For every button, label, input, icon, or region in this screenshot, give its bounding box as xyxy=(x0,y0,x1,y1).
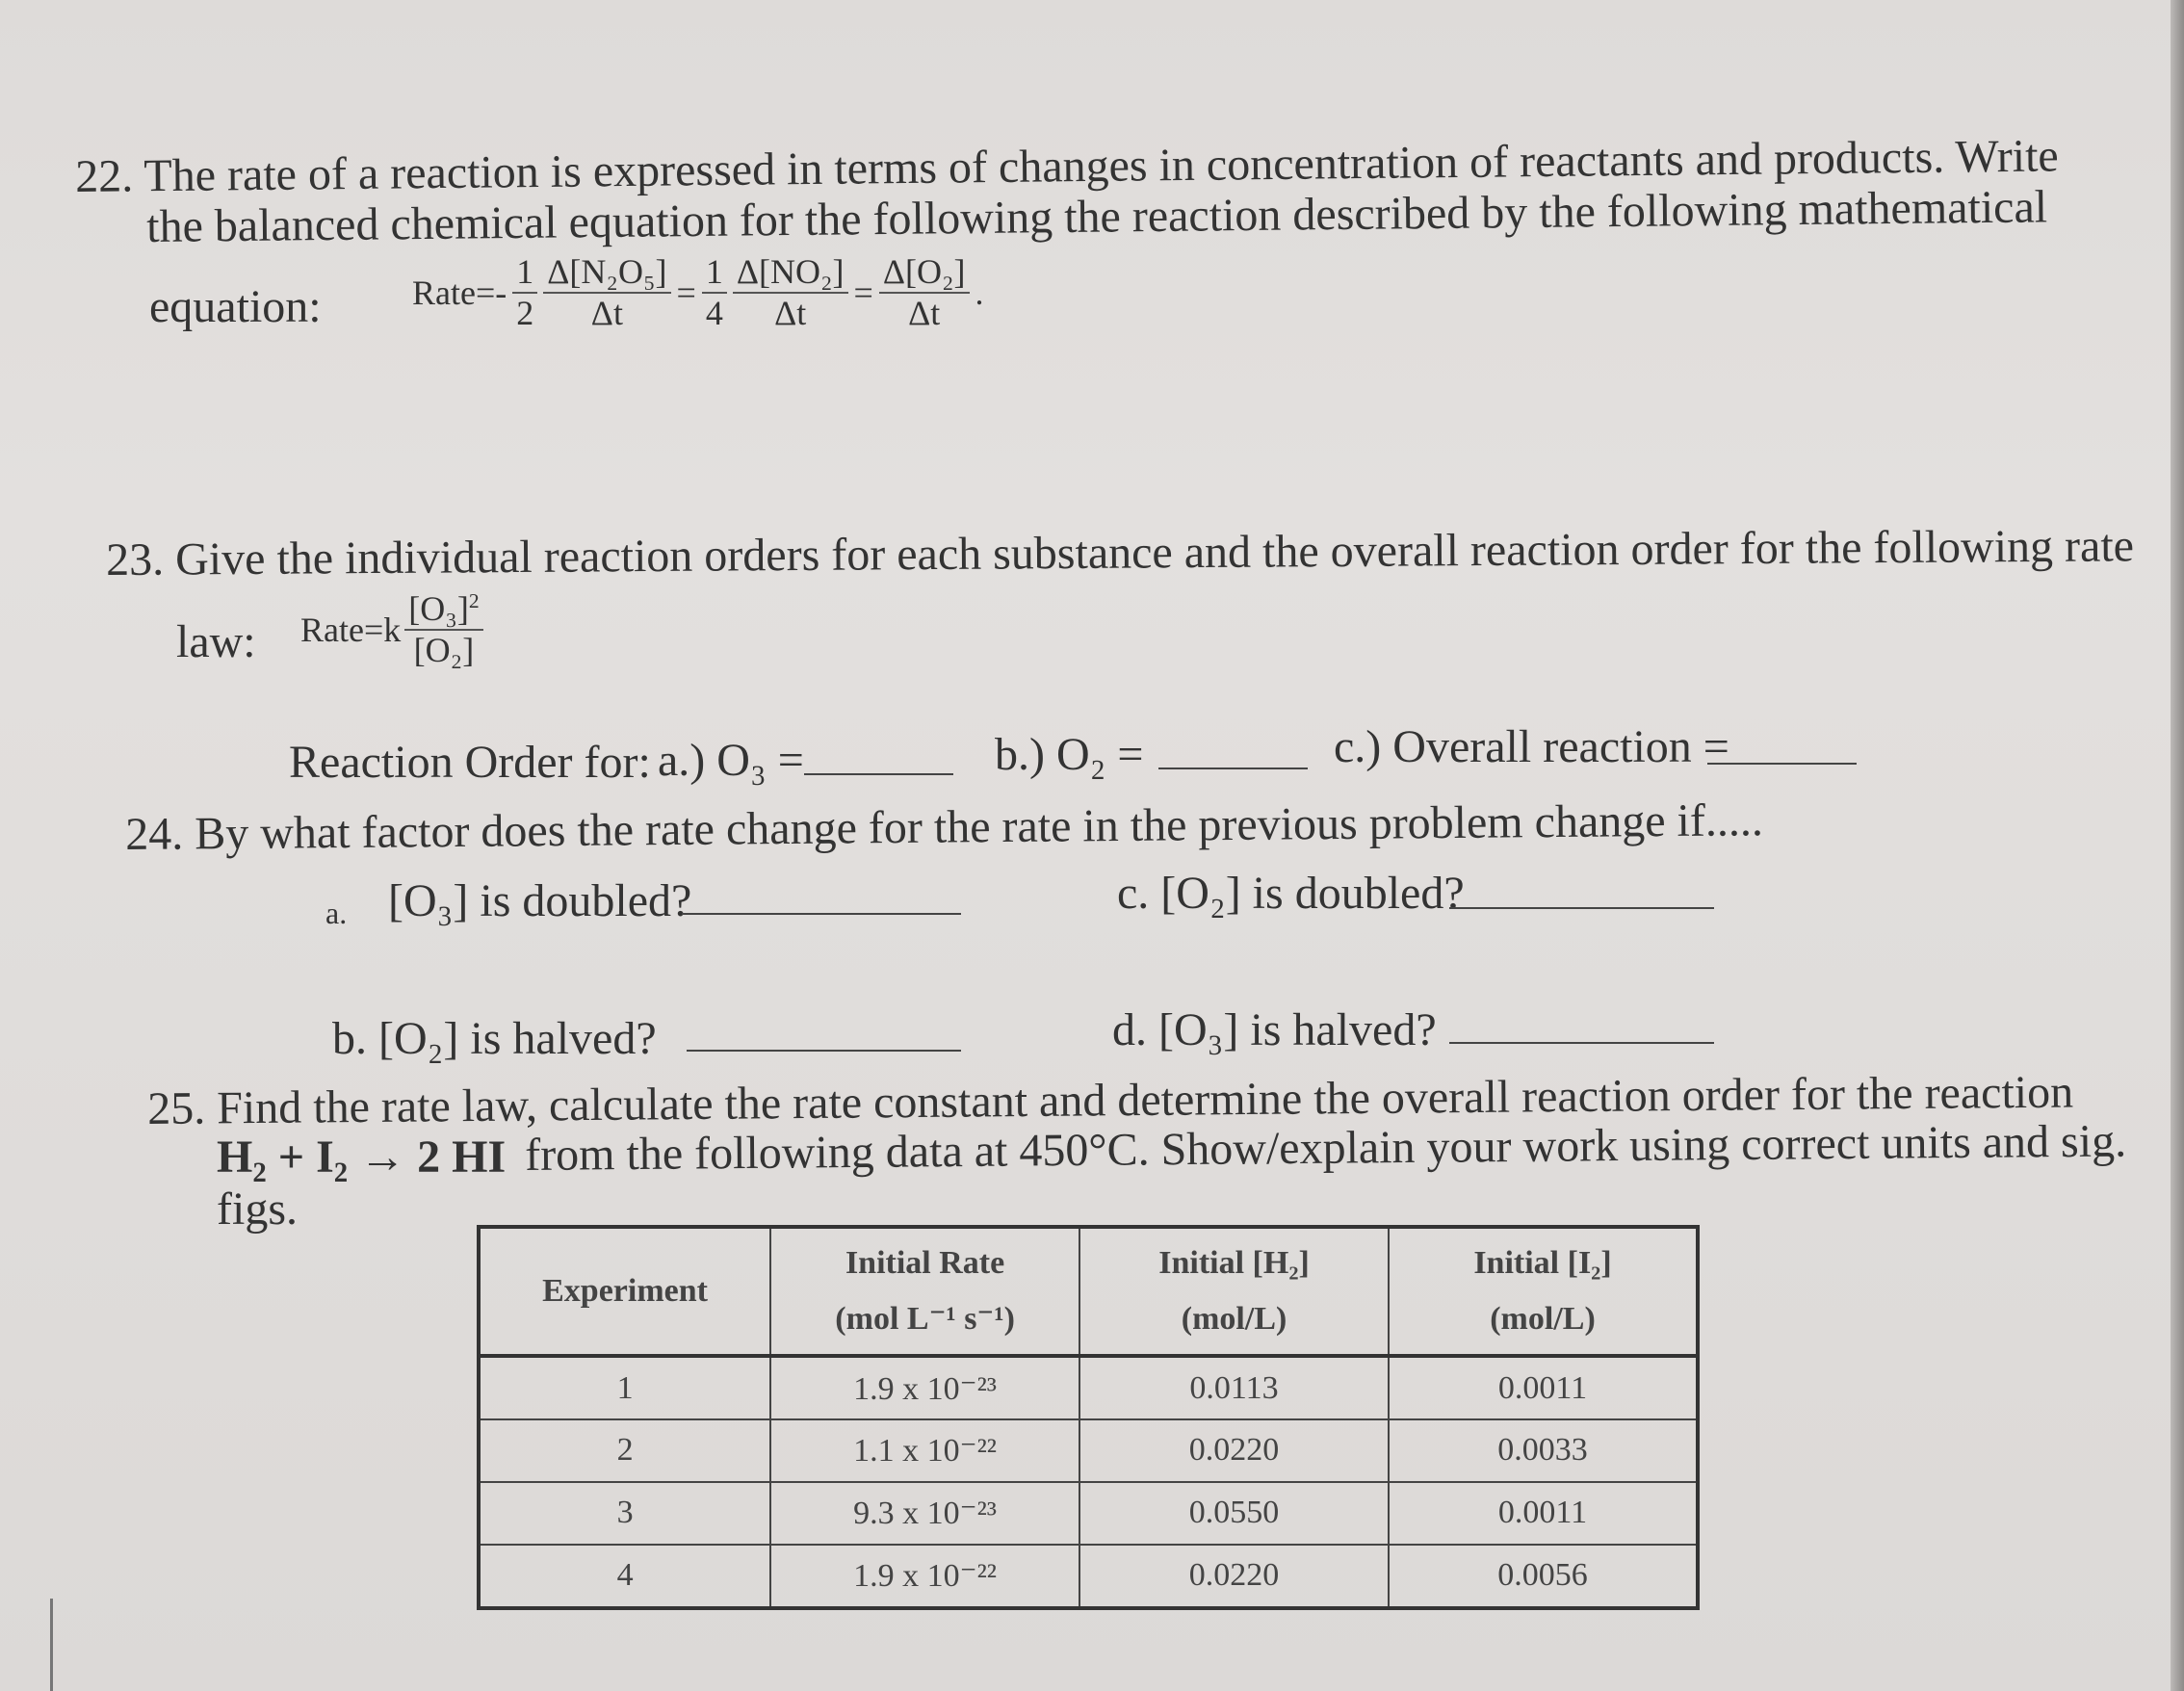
q23-a-blank[interactable] xyxy=(804,735,953,775)
q23-denominator: [O₂] xyxy=(413,631,475,670)
q24-a-text: [O₃] is doubled? xyxy=(388,875,692,926)
q22-coef-half: $\frac{1}{2}$ xyxy=(512,252,537,334)
q24-a-label: a. xyxy=(325,896,348,930)
q23-exponent: 2 xyxy=(468,589,480,612)
q23-orders-label: Reaction Order for: xyxy=(289,737,651,788)
table-row xyxy=(479,1419,1698,1482)
q22-end-dot: . xyxy=(975,273,984,313)
q23-numerator: [O₃] xyxy=(408,589,469,628)
header-initial-h2: Initial [H₂] (mol/L) xyxy=(1079,1227,1389,1356)
q22-rate-label: Rate=- xyxy=(412,273,507,313)
q23-rate-label: Rate=k xyxy=(300,611,402,650)
q24-c-text: c. [O₂] is doubled? xyxy=(1117,868,1465,919)
q25-line3: figs. xyxy=(217,1184,298,1235)
cell-rate: 1.9 x 10⁻²³ xyxy=(770,1356,1079,1419)
cell-i2: 0.0056 xyxy=(1389,1545,1698,1608)
q24-c-blank[interactable] xyxy=(1449,869,1714,909)
kinetics-data-table xyxy=(477,1225,1700,1610)
q23-c-label: c.) Overall reaction = xyxy=(1334,721,1729,772)
q24-b-text: b. [O₂] is halved? xyxy=(332,1013,657,1064)
q24-line1: 24. By what factor does the rate change for the rate in the previous problem change if..... xyxy=(124,794,1764,860)
q23-law-label: law: xyxy=(176,616,256,667)
cell-h2: 0.0550 xyxy=(1079,1482,1389,1545)
header-experiment: Experiment xyxy=(479,1227,770,1356)
q25-line1: 25. Find the rate law, calculate the rate constant and determine the overall reaction order for the reaction xyxy=(146,1066,2074,1134)
q22-rate-expression xyxy=(412,252,984,334)
cell-experiment: 3 xyxy=(479,1482,770,1545)
cell-rate: 1.9 x 10⁻²² xyxy=(770,1545,1079,1608)
q22-line1: 22. The rate of a reaction is expressed in terms of changes in concentration of reactants and products. Write xyxy=(74,130,2059,202)
table-row xyxy=(479,1482,1698,1545)
cell-experiment: 2 xyxy=(479,1419,770,1482)
cell-experiment: 4 xyxy=(479,1545,770,1608)
table-row xyxy=(479,1356,1698,1419)
q25-line2: from the following data at 450°C. Show/explain your work using correct units and sig. xyxy=(524,1115,2127,1181)
q22-frac-o2: $\frac{\text{Δ[O₂]}}{\Delta t}$ xyxy=(879,252,970,334)
q24-d-text: d. [O₃] is halved? xyxy=(1112,1004,1437,1055)
q22-line2: the balanced chemical equation for the following the reaction described by the following mathematical xyxy=(145,181,2048,252)
q24-a-blank[interactable] xyxy=(682,874,961,915)
q22-equation-label: equation: xyxy=(149,281,322,332)
q23-line1: 23. Give the individual reaction orders for each substance and the overall reaction order for the following rate xyxy=(105,520,2135,585)
cell-i2: 0.0011 xyxy=(1389,1482,1698,1545)
cell-i2: 0.0011 xyxy=(1389,1356,1698,1419)
q24-d-blank[interactable] xyxy=(1449,1003,1714,1044)
q22-equals-2: = xyxy=(853,273,873,313)
cell-h2: 0.0113 xyxy=(1079,1356,1389,1419)
q23-b-blank[interactable] xyxy=(1158,729,1308,769)
screen-edge-line xyxy=(50,1599,53,1691)
table-header-row xyxy=(479,1227,1698,1356)
q24-b-blank[interactable] xyxy=(687,1011,961,1052)
q25-reaction: H₂ + I₂ → 2 HI xyxy=(217,1132,507,1183)
cell-i2: 0.0033 xyxy=(1389,1419,1698,1482)
q23-a-label: a.) O₃ = xyxy=(658,735,804,786)
q23-c-blank[interactable] xyxy=(1707,724,1857,765)
q22-equals-1: = xyxy=(676,273,696,313)
q22-coef-quarter: $\frac{1}{4}$ xyxy=(702,252,727,334)
q22-frac-no2: $\frac{\text{Δ[NO₂]}}{\Delta t}$ xyxy=(733,252,848,334)
cell-rate: 1.1 x 10⁻²² xyxy=(770,1419,1079,1482)
monitor-bezel xyxy=(2171,0,2184,1691)
table-row xyxy=(479,1545,1698,1608)
cell-rate: 9.3 x 10⁻²³ xyxy=(770,1482,1079,1545)
q23-b-label: b.) O₂ = xyxy=(995,729,1144,780)
header-initial-rate: Initial Rate (mol L⁻¹ s⁻¹) xyxy=(770,1227,1079,1356)
q22-frac-n2o5: $\frac{\text{Δ[N₂O₅]}}{\Delta t}$ xyxy=(543,252,670,334)
cell-h2: 0.0220 xyxy=(1079,1545,1389,1608)
cell-h2: 0.0220 xyxy=(1079,1419,1389,1482)
cell-experiment: 1 xyxy=(479,1356,770,1419)
header-initial-i2: Initial [I₂] (mol/L) xyxy=(1389,1227,1698,1356)
q23-frac xyxy=(404,589,482,671)
q23-rate-law xyxy=(300,589,483,671)
